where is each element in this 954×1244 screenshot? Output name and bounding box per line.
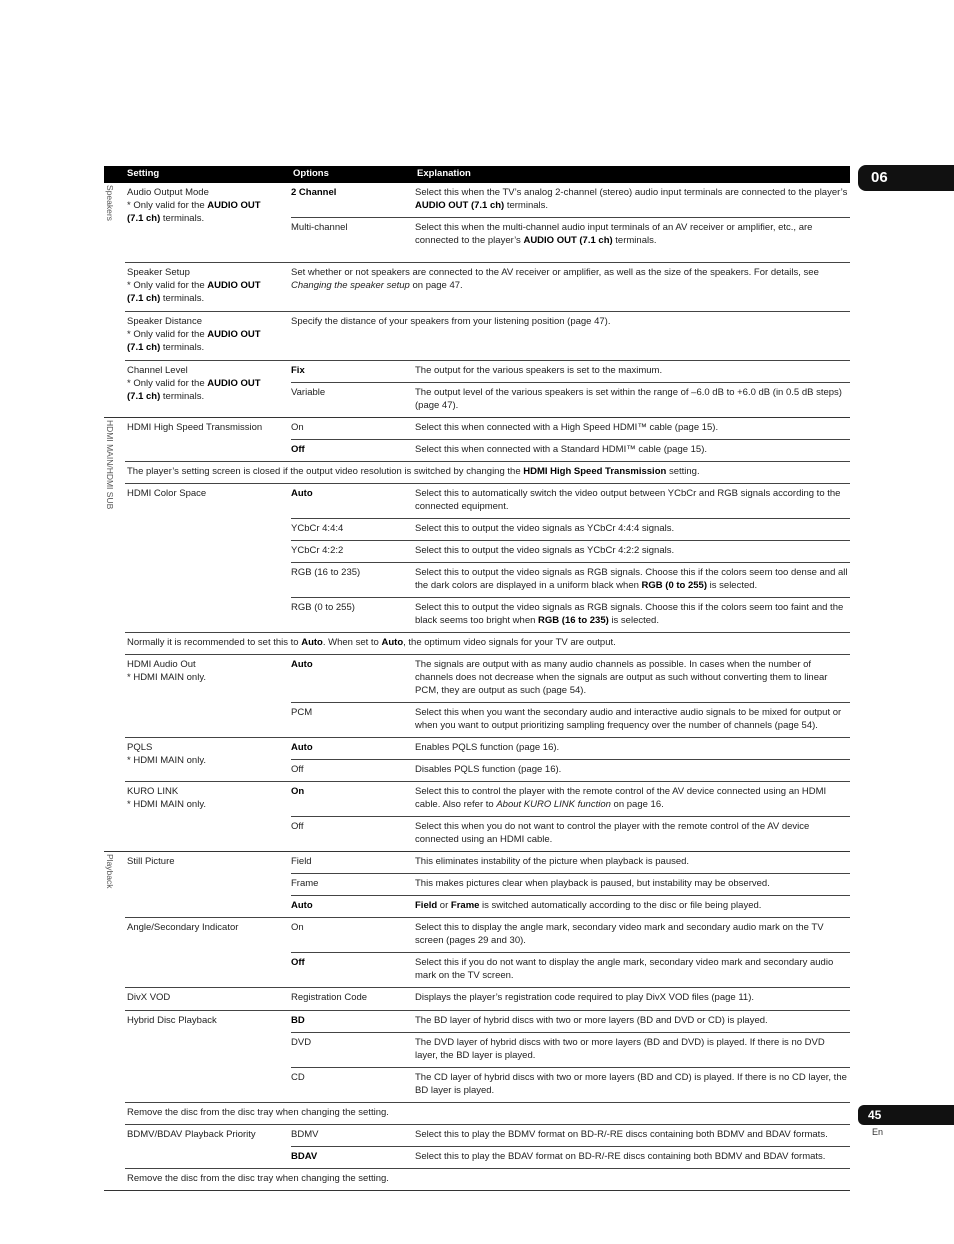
setting-note: * Only valid for the AUDIO OUT (7.1 ch) terminals. bbox=[127, 378, 261, 402]
option-explanation: The signals are output with as many audio channels as possible. In cases when the number of channels does not decrease when the signals are output as such without converting them to linear PCM, they are output as such (page 54). bbox=[415, 659, 828, 696]
option-row bbox=[291, 852, 850, 874]
option-row bbox=[291, 817, 850, 851]
option-label: Field bbox=[291, 856, 312, 867]
option-row bbox=[291, 782, 850, 817]
setting-title: Channel Level bbox=[127, 365, 188, 376]
option-explanation: Disables PQLS function (page 16). bbox=[415, 764, 562, 775]
setting-title: Speaker Setup bbox=[127, 267, 190, 278]
setting-title: Hybrid Disc Playback bbox=[127, 1015, 217, 1026]
option-row bbox=[291, 1033, 850, 1068]
option-label: Registration Code bbox=[291, 992, 368, 1003]
option-explanation: Set whether or not speakers are connected to the AV receiver or amplifier, as well as the size of the speakers. For details, see Changing the speaker setup on page 47. bbox=[291, 267, 819, 291]
option-row bbox=[291, 598, 850, 632]
option-row bbox=[291, 918, 850, 953]
option-explanation: Enables PQLS function (page 16). bbox=[415, 742, 560, 753]
option-label: Auto bbox=[291, 659, 313, 670]
option-row bbox=[291, 263, 850, 297]
option-explanation: The BD layer of hybrid discs with two or more layers (BD and DVD or CD) is played. bbox=[415, 1015, 768, 1026]
setting-divx-vod bbox=[125, 988, 850, 1011]
option-explanation: Displays the player’s registration code required to play DivX VOD files (page 11). bbox=[415, 992, 754, 1003]
option-row bbox=[291, 1011, 850, 1033]
option-label: Auto bbox=[291, 742, 313, 753]
option-row bbox=[291, 183, 850, 218]
setting-footnote: Remove the disc from the disc tray when changing the setting. bbox=[125, 1103, 850, 1125]
settings-table bbox=[104, 166, 850, 1191]
setting-footnote: The player’s setting screen is closed if the output video resolution is switched by changing the HDMI High Speed Transmission setting. bbox=[125, 462, 850, 484]
setting-title: PQLS bbox=[127, 742, 153, 753]
setting-title: Speaker Distance bbox=[127, 316, 202, 327]
option-explanation: Select this to play the BDMV format on BD-R/-RE discs containing both BDMV and BDAV formats. bbox=[415, 1129, 828, 1140]
setting-title: HDMI Audio Out bbox=[127, 659, 196, 670]
option-row bbox=[291, 383, 850, 417]
setting-title: Angle/Secondary Indicator bbox=[127, 922, 239, 933]
setting-speaker-distance bbox=[125, 312, 850, 361]
option-explanation: The DVD layer of hybrid discs with two or more layers (BD and DVD) is played. If there is no DVD layer, the BD layer is played. bbox=[415, 1037, 825, 1061]
section-hdmi bbox=[104, 418, 850, 852]
setting-still-picture bbox=[125, 852, 850, 918]
setting-kuro-link bbox=[125, 782, 850, 851]
option-explanation: Select this if you do not want to display the angle mark, secondary video mark and secondary audio mark on the TV screen. bbox=[415, 957, 834, 981]
option-explanation: Select this when connected with a High Speed HDMI™ cable (page 15). bbox=[415, 422, 719, 433]
setting-note: * HDMI MAIN only. bbox=[127, 799, 207, 810]
setting-title: DivX VOD bbox=[127, 992, 171, 1003]
header-options: Options bbox=[293, 168, 329, 179]
section-label-hdmi: HDMI MAIN/HDMI SUB bbox=[105, 420, 115, 510]
option-explanation: Select this when connected with a Standard HDMI™ cable (page 15). bbox=[415, 444, 708, 455]
section-label-playback: Playback bbox=[105, 854, 115, 889]
setting-title: Audio Output Mode bbox=[127, 187, 209, 198]
option-explanation: Select this when you do not want to control the player with the remote control of the AV device connected using an HDMI cable. bbox=[415, 821, 810, 845]
setting-hdmi-high-speed bbox=[125, 418, 850, 462]
option-explanation: This eliminates instability of the picture when playback is paused. bbox=[415, 856, 690, 867]
setting-hdmi-color-space bbox=[125, 484, 850, 633]
option-explanation: The output for the various speakers is set to the maximum. bbox=[415, 365, 663, 376]
setting-title: HDMI Color Space bbox=[127, 488, 207, 499]
setting-title: Still Picture bbox=[127, 856, 175, 867]
option-explanation: Select this to output the video signals as RGB signals. Choose this if the colors seem too dense and all the dark colors are displayed in a uniform black when RGB (0 to 255) is selected. bbox=[415, 567, 848, 591]
option-label: RGB (16 to 235) bbox=[291, 567, 361, 578]
option-row bbox=[291, 361, 850, 383]
option-row bbox=[291, 440, 850, 461]
section-playback bbox=[104, 852, 850, 1191]
option-label: DVD bbox=[291, 1037, 312, 1048]
option-explanation: The CD layer of hybrid discs with two or more layers (BD and CD) is played. If there is no CD layer, the BD layer is played. bbox=[415, 1072, 847, 1096]
setting-note: * Only valid for the AUDIO OUT (7.1 ch) terminals. bbox=[127, 200, 261, 224]
option-explanation: Select this when the TV’s analog 2-channel (stereo) audio input terminals are connected to the player’s AUDIO OUT (7.1 ch) terminals. bbox=[415, 187, 848, 211]
option-label: CD bbox=[291, 1072, 305, 1083]
setting-speaker-setup bbox=[125, 263, 850, 312]
option-label: Off bbox=[291, 821, 304, 832]
option-row bbox=[291, 988, 850, 1009]
section-label-speakers: Speakers bbox=[105, 185, 115, 221]
setting-pqls bbox=[125, 738, 850, 782]
setting-note: * HDMI MAIN only. bbox=[127, 755, 207, 766]
header-explanation: Explanation bbox=[417, 168, 471, 179]
option-explanation: Select this to output the video signals as YCbCr 4:2:2 signals. bbox=[415, 545, 675, 556]
option-row bbox=[291, 655, 850, 703]
setting-hdmi-audio-out bbox=[125, 655, 850, 738]
language-label: En bbox=[872, 1127, 884, 1137]
option-label: Auto bbox=[291, 488, 313, 499]
option-explanation: Select this to control the player with the remote control of the AV device connected using an HDMI cable. Also refer to About KURO LINK function on page 16. bbox=[415, 786, 827, 810]
option-label: Fix bbox=[291, 365, 305, 376]
option-explanation: Select this to display the angle mark, secondary video mark and secondary audio mark on the TV screen (pages 29 and 30). bbox=[415, 922, 824, 946]
option-explanation: Field or Frame is switched automatically according to the disc or file being played. bbox=[415, 900, 762, 911]
option-row bbox=[291, 738, 850, 760]
setting-bdmv-bdav bbox=[125, 1125, 850, 1169]
option-label: Off bbox=[291, 957, 305, 968]
option-label: 2 Channel bbox=[291, 187, 337, 198]
option-label: YCbCr 4:2:2 bbox=[291, 545, 344, 556]
option-row bbox=[291, 563, 850, 598]
setting-footnote: Normally it is recommended to set this to Auto. When set to Auto, the optimum video signals for your TV are output. bbox=[125, 633, 850, 655]
option-label: Auto bbox=[291, 900, 313, 911]
option-explanation: This makes pictures clear when playback is paused, but instability may be observed. bbox=[415, 878, 770, 889]
option-row bbox=[291, 896, 850, 917]
option-label: BD bbox=[291, 1015, 305, 1026]
option-row bbox=[291, 218, 850, 262]
option-label: RGB (0 to 255) bbox=[291, 602, 355, 613]
option-row bbox=[291, 1125, 850, 1147]
option-label: On bbox=[291, 922, 304, 933]
table-header bbox=[104, 166, 850, 183]
option-label: On bbox=[291, 422, 304, 433]
option-row bbox=[291, 312, 850, 333]
option-row bbox=[291, 953, 850, 987]
setting-audio-output-mode bbox=[125, 183, 850, 263]
option-explanation: Select this to output the video signals as RGB signals. Choose this if the colors seem too faint and the black seems too bright when RGB (16 to 235) is selected. bbox=[415, 602, 844, 626]
option-row bbox=[291, 874, 850, 896]
option-explanation: The output level of the various speakers is set within the range of –6.0 dB to +6.0 dB (in 0.5 dB steps) (page 47). bbox=[415, 387, 842, 411]
option-row bbox=[291, 484, 850, 519]
setting-note: * HDMI MAIN only. bbox=[127, 672, 207, 683]
setting-angle-indicator bbox=[125, 918, 850, 988]
option-label: On bbox=[291, 786, 305, 797]
option-explanation: Select this to play the BDAV format on BD-R/-RE discs containing both BDMV and BDAV formats. bbox=[415, 1151, 826, 1162]
option-explanation: Select this to automatically switch the video output between YCbCr and RGB signals according to the connected equipment. bbox=[415, 488, 841, 512]
option-explanation: Select this to output the video signals as YCbCr 4:4:4 signals. bbox=[415, 523, 675, 534]
setting-note: * Only valid for the AUDIO OUT (7.1 ch) terminals. bbox=[127, 329, 261, 353]
option-label: Variable bbox=[291, 387, 326, 398]
option-label: BDAV bbox=[291, 1151, 318, 1162]
option-row bbox=[291, 418, 850, 440]
page-number: 45 bbox=[858, 1105, 954, 1125]
option-label: Off bbox=[291, 764, 304, 775]
option-label: BDMV bbox=[291, 1129, 319, 1140]
option-label: YCbCr 4:4:4 bbox=[291, 523, 344, 534]
setting-footnote: Remove the disc from the disc tray when changing the setting. bbox=[127, 1173, 389, 1184]
option-label: PCM bbox=[291, 707, 313, 718]
setting-title: HDMI High Speed Transmission bbox=[127, 422, 263, 433]
option-row bbox=[291, 1147, 850, 1168]
setting-title: KURO LINK bbox=[127, 786, 179, 797]
option-explanation: Select this when the multi-channel audio input terminals of an AV receiver or amplifier, etc., are connected to the player’s AUDIO OUT (7.1 ch) terminals. bbox=[415, 222, 813, 246]
option-row bbox=[291, 1068, 850, 1102]
setting-title: BDMV/BDAV Playback Priority bbox=[127, 1129, 256, 1140]
option-explanation: Specify the distance of your speakers from your listening position (page 47). bbox=[291, 316, 611, 327]
setting-hybrid-disc bbox=[125, 1011, 850, 1103]
option-row bbox=[291, 760, 850, 781]
option-row bbox=[291, 541, 850, 563]
option-row bbox=[291, 519, 850, 541]
option-label: Multi-channel bbox=[291, 222, 348, 233]
setting-note: * Only valid for the AUDIO OUT (7.1 ch) terminals. bbox=[127, 280, 261, 304]
setting-channel-level bbox=[125, 361, 850, 417]
option-label: Frame bbox=[291, 878, 319, 889]
header-setting: Setting bbox=[127, 168, 160, 179]
section-speakers bbox=[104, 183, 850, 418]
option-label: Off bbox=[291, 444, 305, 455]
option-row bbox=[291, 703, 850, 737]
chapter-tab: 06 bbox=[858, 165, 954, 191]
option-explanation: Select this when you want the secondary audio and interactive audio signals to be mixed for output or when you want to output prioritizing sampling frequency over the number of channels (page 54). bbox=[415, 707, 842, 731]
